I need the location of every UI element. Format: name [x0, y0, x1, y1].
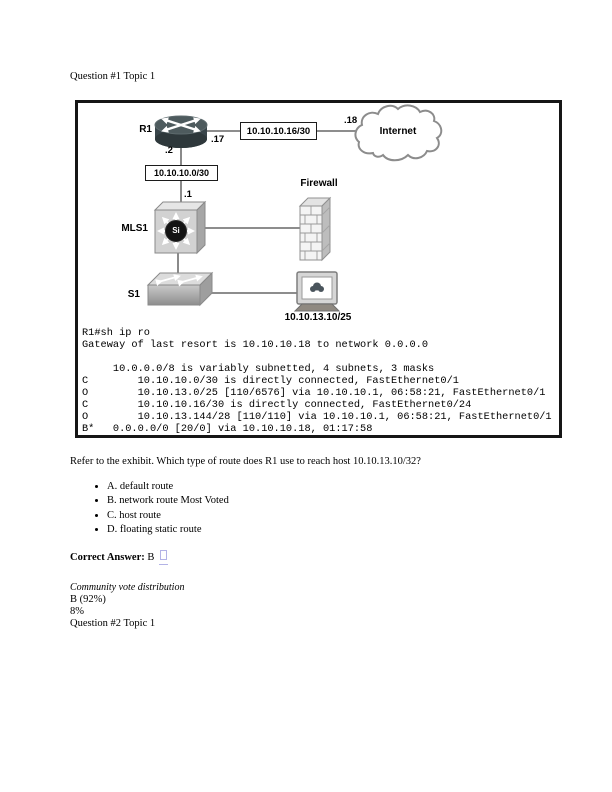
host-ip-label: 10.10.13.10/25	[284, 312, 352, 323]
community-vote-other: 8%	[70, 606, 84, 617]
cli-line: O 10.10.13.144/28 [110/110] via 10.10.10.1, 06:58:21, FastEthernet0/1	[82, 411, 552, 423]
network-diagram	[78, 103, 559, 328]
router-wan-if-label: .17	[211, 134, 225, 145]
cli-line	[82, 351, 559, 363]
community-vote-b: B (92%)	[70, 594, 106, 605]
question-header: Question #1 Topic 1	[70, 71, 156, 82]
mls-si-badge: Si	[172, 225, 180, 235]
router-lan-if-label: .2	[165, 145, 173, 156]
internet-label: Internet	[379, 126, 417, 137]
cli-line: Gateway of last resort is 10.10.10.18 to network 0.0.0.0	[82, 339, 429, 351]
option-a: • A. default route	[107, 481, 229, 492]
switch-icon	[148, 273, 212, 305]
correct-answer-value: B	[147, 552, 155, 563]
cli-line: C 10.10.10.0/30 is directly connected, FastEthernet0/1	[82, 375, 459, 387]
cli-line: O 10.10.13.0/25 [110/6576] via 10.10.10.1, 06:58:21, FastEthernet0/1	[82, 387, 546, 399]
broken-glyph-link[interactable]	[159, 550, 168, 565]
cli-line: B* 0.0.0.0/0 [20/0] via 10.10.10.18, 01:17:58	[82, 423, 373, 435]
next-question-header: Question #2 Topic 1	[70, 618, 156, 629]
cli-line: R1#sh ip ro	[82, 327, 150, 339]
connection-lines	[178, 131, 370, 293]
exhibit-box	[75, 100, 562, 438]
workstation-icon	[295, 272, 339, 311]
missing-glyph-icon	[160, 550, 167, 560]
cli-output	[78, 327, 559, 435]
cli-line: 10.0.0.0/8 is variably subnetted, 4 subnets, 3 masks	[82, 363, 435, 375]
wan-subnet-box: 10.10.10.16/30	[240, 122, 317, 140]
router-label: R1	[139, 124, 152, 135]
mls-label: MLS1	[121, 223, 148, 234]
option-d: • D. floating static route	[107, 524, 229, 535]
community-vote-heading: Community vote distribution	[70, 582, 185, 593]
switch-label: S1	[127, 289, 140, 300]
firewall-icon	[300, 198, 330, 260]
lan-subnet-box: 10.10.10.0/30	[145, 165, 218, 181]
firewall-label: Firewall	[300, 178, 338, 189]
correct-answer-row	[70, 550, 168, 565]
router-icon	[155, 116, 207, 148]
isp-if-label: .18	[344, 115, 358, 126]
cli-line: C 10.10.10.16/30 is directly connected, FastEthernet0/24	[82, 399, 472, 411]
mls-if-label: .1	[184, 189, 192, 200]
answer-options	[70, 481, 229, 539]
option-c: • C. host route	[107, 510, 229, 521]
correct-answer-label: Correct Answer:	[70, 552, 145, 563]
question-text: Refer to the exhibit. Which type of route does R1 use to reach host 10.10.13.10/32?	[70, 456, 421, 467]
option-b: • B. network route Most Voted	[107, 495, 229, 506]
